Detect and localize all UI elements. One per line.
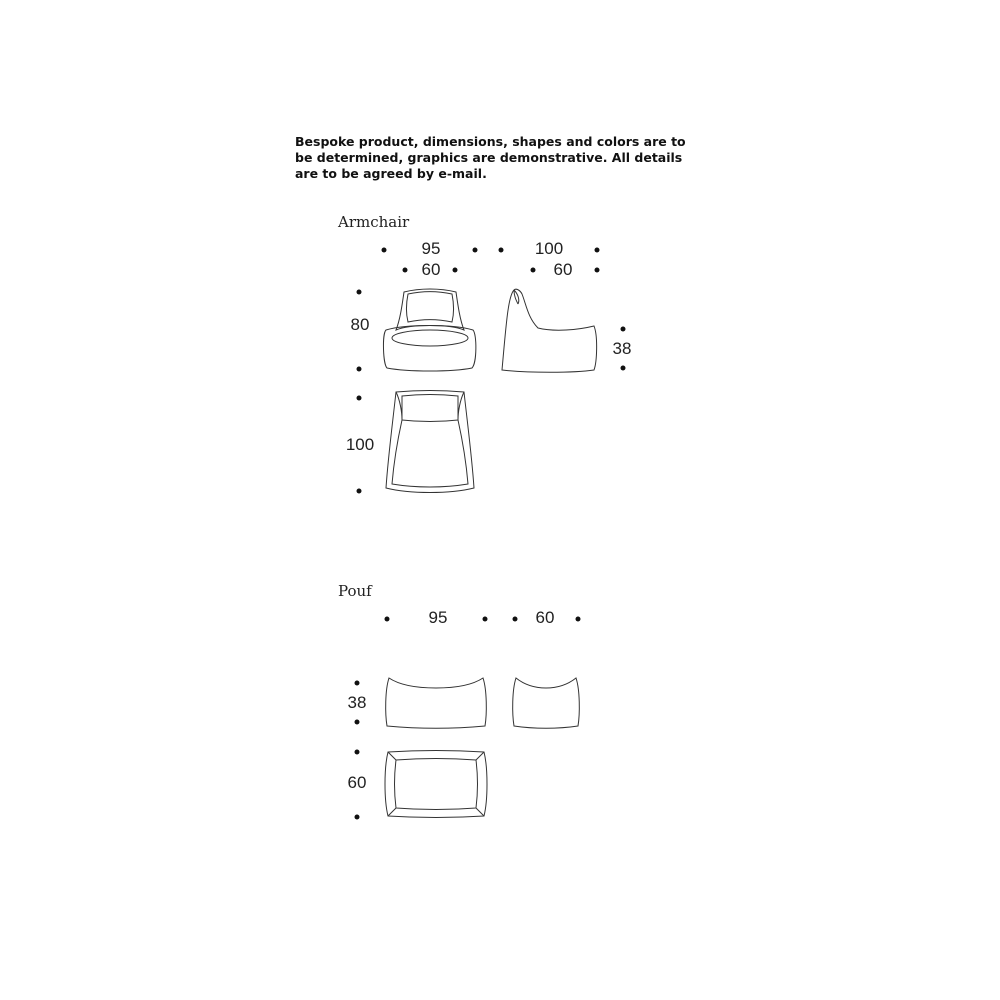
dimension-marker [403, 268, 408, 273]
dimension-marker [357, 396, 362, 401]
dimension-marker [385, 617, 390, 622]
pouf-title: Pouf [338, 582, 372, 600]
dimension-marker [355, 750, 360, 755]
dimension-marker [513, 617, 518, 622]
dimension-marker [355, 720, 360, 725]
dimension-marker [531, 268, 536, 273]
dimension-marker [595, 248, 600, 253]
dimension-marker [355, 681, 360, 686]
dimension-marker [483, 617, 488, 622]
dimension-marker [621, 366, 626, 371]
pouf-plan-depth: 60 [347, 773, 367, 792]
armchair-side-depth-outer: 100 [534, 239, 564, 258]
armchair-front-width-inner: 60 [421, 260, 441, 279]
dimension-marker [357, 290, 362, 295]
pouf-front-view [383, 674, 489, 730]
armchair-front-view [378, 286, 482, 376]
armchair-side-view [498, 286, 602, 376]
armchair-plan-depth: 100 [345, 435, 375, 454]
dimension-marker [473, 248, 478, 253]
dimension-marker [595, 268, 600, 273]
dimension-marker [499, 248, 504, 253]
pouf-height: 38 [347, 693, 367, 712]
dimension-marker [355, 815, 360, 820]
pouf-plan-view [382, 748, 490, 820]
pouf-front-width: 95 [428, 608, 448, 627]
dimension-marker [357, 367, 362, 372]
disclaimer-text: Bespoke product, dimensions, shapes and colors are to be determined, graphics are demonstrative. All details are to be agreed by e-mail. [295, 134, 686, 181]
pouf-side-view [510, 674, 582, 730]
pouf-side-width: 60 [535, 608, 555, 627]
armchair-seat-height: 38 [612, 339, 632, 358]
armchair-side-depth-inner: 60 [553, 260, 573, 279]
dimension-marker [576, 617, 581, 622]
armchair-title: Armchair [338, 213, 410, 231]
dimension-marker [621, 327, 626, 332]
dimension-marker [357, 489, 362, 494]
dimension-marker [382, 248, 387, 253]
armchair-height: 80 [350, 315, 370, 334]
dimension-marker [453, 268, 458, 273]
armchair-plan-view [380, 388, 482, 496]
armchair-front-width-outer: 95 [421, 239, 441, 258]
